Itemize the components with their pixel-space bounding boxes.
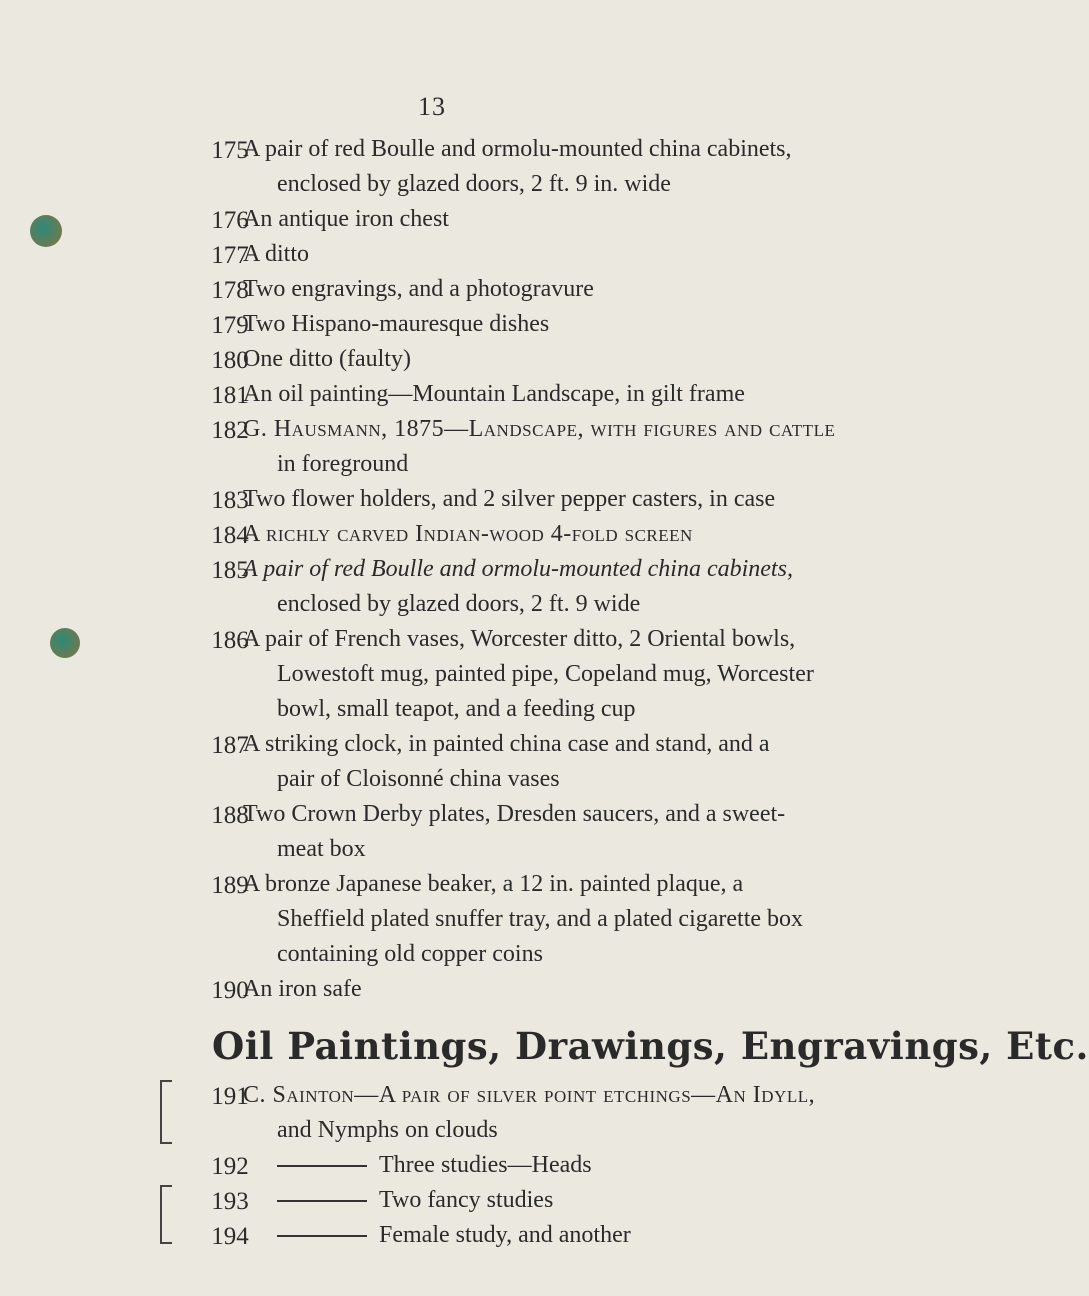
lot-description bbox=[243, 412, 836, 482]
lot-line: A pair of red Boulle and ormolu-mounted china cabinets, bbox=[243, 136, 792, 162]
round-stamp-mark bbox=[30, 215, 62, 247]
lot-line: Two flower holders, and 2 silver pepper casters, in case bbox=[243, 486, 776, 512]
lot-line: Two engravings, and a photogravure bbox=[243, 276, 594, 302]
lot-description bbox=[243, 622, 814, 727]
lot-line: Two Hispano-mauresque dishes bbox=[243, 311, 550, 337]
lot-number: 193 bbox=[211, 1188, 249, 1215]
lot-line: An iron safe bbox=[243, 976, 362, 1002]
lot-number: 194 bbox=[211, 1223, 249, 1250]
lot-line: A richly carved Indian-wood 4-fold screen bbox=[243, 521, 693, 547]
lot-description bbox=[243, 377, 783, 412]
lot-line: Two Crown Derby plates, Dresden saucers, and a sweet- bbox=[243, 801, 786, 827]
round-stamp-mark bbox=[50, 628, 80, 658]
lot-line: Lowestoft mug, painted pipe, Copeland mug, Worcester bbox=[277, 661, 814, 687]
lot-number: 189 bbox=[211, 872, 249, 899]
lot-line: An oil painting—Mountain Landscape, in gilt frame bbox=[243, 381, 745, 407]
lot-number: 188 bbox=[211, 802, 249, 829]
lot-number: 186 bbox=[211, 627, 249, 654]
lot-line bbox=[243, 1148, 783, 1183]
margin-bracket bbox=[160, 1185, 172, 1244]
lot-number: 175 bbox=[211, 137, 249, 164]
ditto-dash bbox=[277, 1235, 367, 1237]
lot-line bbox=[243, 1218, 783, 1253]
lot-line: One ditto (faulty) bbox=[243, 346, 411, 372]
lot-number: 184 bbox=[211, 522, 249, 549]
section-heading: Oil Paintings, Drawings, Engravings, Etc. bbox=[212, 1024, 1089, 1068]
lot-line: G. Hausmann, 1875—Landscape, with figures and cattle bbox=[243, 416, 836, 442]
lot-description bbox=[243, 482, 783, 517]
lot-description bbox=[243, 1078, 816, 1148]
lot-line: pair of Cloisonné china vases bbox=[277, 766, 560, 792]
lot-description bbox=[243, 342, 783, 377]
ditto-dash bbox=[277, 1165, 367, 1167]
lot-line: and Nymphs on clouds bbox=[277, 1117, 498, 1143]
ditto-dash bbox=[277, 1200, 367, 1202]
lot-number: 183 bbox=[211, 487, 249, 514]
lot-line: An antique iron chest bbox=[243, 206, 449, 232]
lot-description bbox=[243, 1148, 783, 1183]
lot-line: C. Sainton—A pair of silver point etchings—An Idyll, bbox=[243, 1082, 816, 1108]
lot-description bbox=[243, 517, 783, 552]
lot-line-text: Three studies—Heads bbox=[379, 1152, 592, 1178]
lot-line: Sheffield plated snuffer tray, and a plated cigarette box bbox=[277, 906, 804, 932]
lot-number: 179 bbox=[211, 312, 249, 339]
lot-line-text: Two fancy studies bbox=[379, 1187, 554, 1213]
lot-description bbox=[243, 972, 783, 1007]
lot-description bbox=[243, 132, 792, 202]
lot-line: meat box bbox=[277, 836, 366, 862]
lot-number: 187 bbox=[211, 732, 249, 759]
lot-description bbox=[243, 1183, 783, 1218]
page-number: 13 bbox=[418, 92, 446, 121]
lot-line: in foreground bbox=[277, 451, 409, 477]
lot-number: 191 bbox=[211, 1083, 249, 1110]
lot-number: 178 bbox=[211, 277, 249, 304]
lot-number: 181 bbox=[211, 382, 249, 409]
lot-number: 182 bbox=[211, 417, 249, 444]
lot-line: enclosed by glazed doors, 2 ft. 9 in. wide bbox=[277, 171, 671, 197]
lot-line: A striking clock, in painted china case and stand, and a bbox=[243, 731, 770, 757]
lot-description bbox=[243, 552, 793, 622]
lot-description bbox=[243, 797, 786, 867]
lot-line bbox=[243, 1183, 783, 1218]
lot-line: bowl, small teapot, and a feeding cup bbox=[277, 696, 636, 722]
lot-number: 177 bbox=[211, 242, 249, 269]
lot-line: containing old copper coins bbox=[277, 941, 543, 967]
lot-number: 190 bbox=[211, 977, 249, 1004]
lot-number: 180 bbox=[211, 347, 249, 374]
lot-line: A pair of French vases, Worcester ditto, 2 Oriental bowls, bbox=[243, 626, 796, 652]
lot-line: enclosed by glazed doors, 2 ft. 9 wide bbox=[277, 591, 641, 617]
lot-description bbox=[243, 272, 783, 307]
lot-line-text: Female study, and another bbox=[379, 1222, 631, 1248]
lot-description bbox=[243, 1218, 783, 1253]
lot-line: A ditto bbox=[243, 241, 310, 267]
lot-number: 185 bbox=[211, 557, 249, 584]
lot-description bbox=[243, 307, 783, 342]
lot-number: 192 bbox=[211, 1153, 249, 1180]
lot-line: A bronze Japanese beaker, a 12 in. painted plaque, a bbox=[243, 871, 744, 897]
lot-number: 176 bbox=[211, 207, 249, 234]
lot-description bbox=[243, 202, 783, 237]
margin-bracket bbox=[160, 1080, 172, 1144]
lot-line: A pair of red Boulle and ormolu-mounted china cabinets, bbox=[243, 556, 793, 582]
lot-description bbox=[243, 727, 783, 797]
lot-description bbox=[243, 237, 783, 272]
lot-description bbox=[243, 867, 804, 972]
